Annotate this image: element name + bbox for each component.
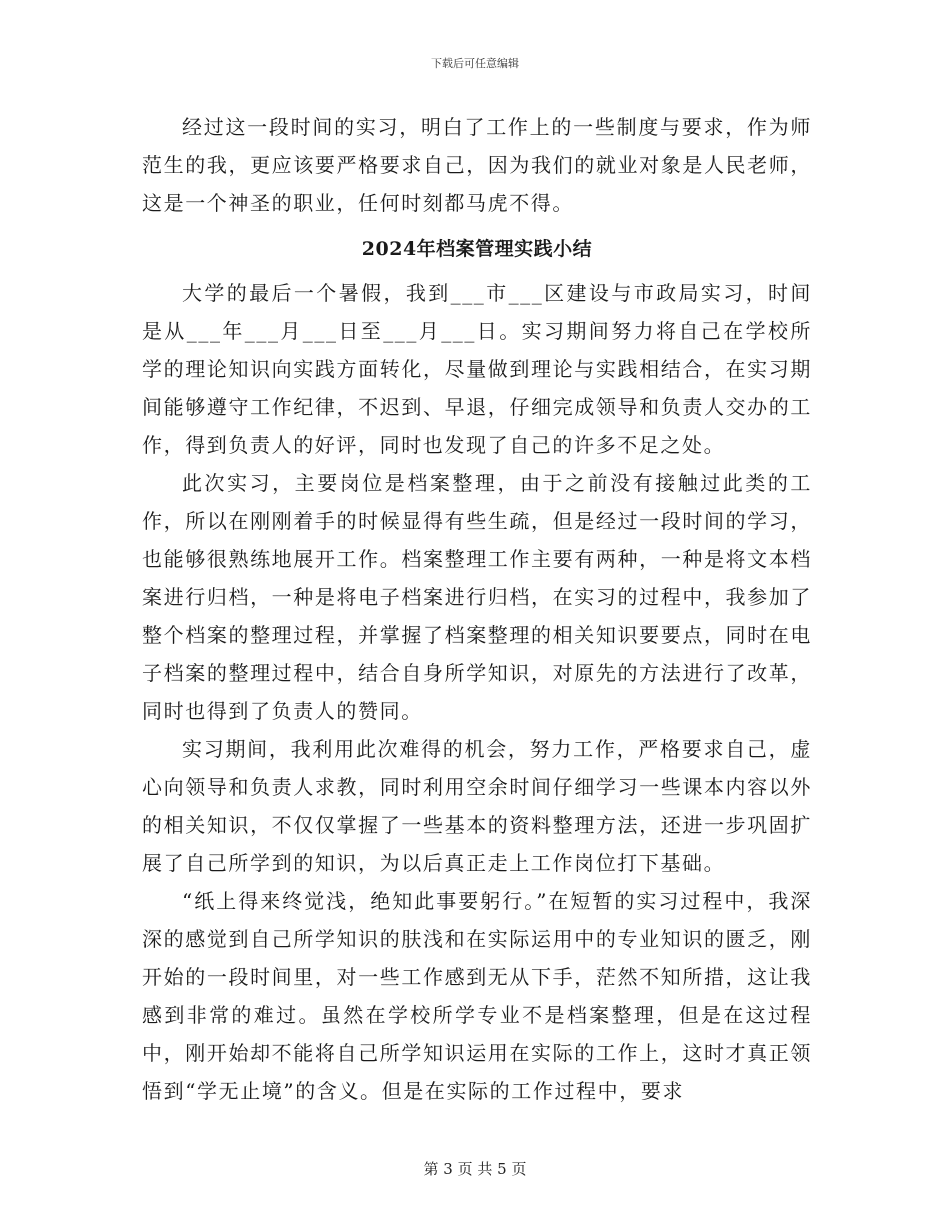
paragraph: 经过这一段时间的实习，明白了工作上的一些制度与要求，作为师范生的我，更应该要严格要求自己，因为我们的就业对象是人民老师，这是一个神圣的职业，任何时刻都马虎不得。 — [142, 115, 812, 215]
page-footer: 第 3 页 共 5 页 — [423, 1160, 527, 1178]
paragraph: “纸上得来终觉浅，绝知此事要躬行。”在短暂的实习过程中，我深深的感觉到自己所学知识的肤浅和在实际运用中的专业知识的匮乏，刚开始的一段时间里，对一些工作感到无从下手，茫然不知所措，这让我感到非常的难过。虽然在学校所学专业不是档案整理，但是在这过程中，刚开始却不能将自己所学知识运用在实际的工作上，这时才真正领悟到“学无止境”的含义。但是在实际的工作过程中，要求 — [142, 889, 812, 1103]
document-body — [142, 108, 812, 1110]
paragraph: 大学的最后一个暑假，我到___市___区建设与市政局实习，时间是从___年___月___日至___月___日。实习期间努力将自己在学校所学的理论知识向实践方面转化，尽量做到理论与实践相结合，在实习期间能够遵守工作纪律，不迟到、早退，仔细完成领导和负责人交办的工作，得到负责人的好评，同时也发现了自己的许多不足之处。 — [142, 281, 812, 457]
paragraph: 此次实习，主要岗位是档案整理，由于之前没有接触过此类的工作，所以在刚刚着手的时候显得有些生疏，但是经过一段时间的学习，也能够很熟练地展开工作。档案整理工作主要有两种，一种是将文本档案进行归档，一种是将电子档案进行归档，在实习的过程中，我参加了整个档案的整理过程，并掌握了档案整理的相关知识要要点，同时在电子档案的整理过程中，结合自身所学知识，对原先的方法进行了改革，同时也得到了负责人的赞同。 — [142, 471, 812, 723]
paragraph: 实习期间，我利用此次难得的机会，努力工作，严格要求自己，虚心向领导和负责人求教，同时利用空余时间仔细学习一些课本内容以外的相关知识，不仅仅掌握了一些基本的资料整理方法，还进一步巩固扩展了自己所学到的知识，为以后真正走上工作岗位打下基础。 — [142, 737, 812, 875]
section-title: 2024年档案管理实践小结 — [361, 238, 593, 260]
header-note: 下载后可任意编辑 — [431, 57, 519, 70]
